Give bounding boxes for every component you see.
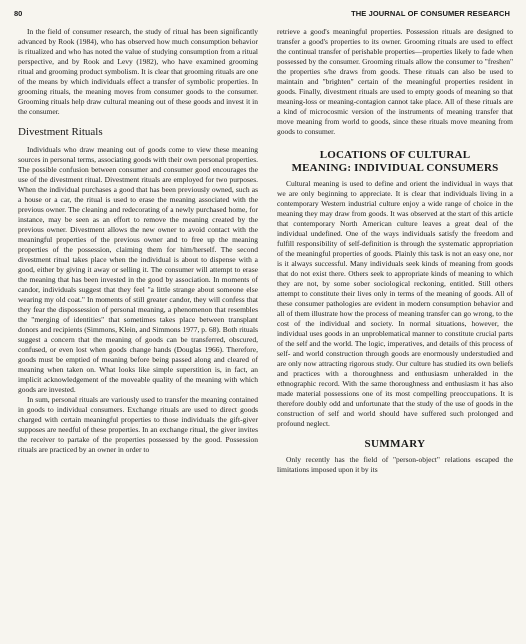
paragraph-grooming-rituals: In the field of consumer research, the study of ritual has been significantly advanced by Rook (1984), who has observed how much consumption behavior is ritualized and who has noted the value of studying consumption from a ritual perspective, and by Rook and Levy (1982), who have examined grooming ritual and grooming product symbolism. It is clear that grooming rituals are one of the means by which individuals effect a transfer of symbolic properties. In grooming rituals, the meaning moves from consumer goods to the consumer. Grooming rituals help draw cultural meaning out of these goods and invest it in the consumer. bbox=[18, 27, 258, 116]
journal-title: THE JOURNAL OF CONSUMER RESEARCH bbox=[351, 9, 510, 18]
running-head bbox=[14, 9, 512, 21]
heading-locations-of-cultural-meaning bbox=[277, 149, 513, 175]
paragraph-in-sum: In sum, personal rituals are variously used to transfer the meaning contained in goods to individual consumers. Exchange rituals are used to direct goods charged with certain meaningful properties to those individuals the gift-giver supposes are needful of these properties. In an exchange ritual, the giver invites the receiver to partake of the properties possessed by the good. Possession rituals are practiced by an owner in order to bbox=[18, 395, 258, 454]
heading-divestment-rituals: Divestment Rituals bbox=[18, 126, 103, 138]
left-column bbox=[18, 27, 258, 455]
heading-line-2: MEANING: INDIVIDUAL CONSUMERS bbox=[291, 162, 499, 174]
paragraph-possession-continued: retrieve a good's meaningful properties. Possession rituals are designed to transfer a good's properties to its owner. Grooming rituals are used to effect the continual transfer of perishable properties—properties likely to fade when possessed by the consumer. Grooming rituals allow the consumer to "freshen" the properties s/he draws from goods. These rituals can also be used to maintain and "brighten" certain of the meaningful properties resident in goods. Finally, divestment rituals are used to empty goods of meaning so that meaning-loss or meaning-contagion cannot take place. All of these rituals are a kind of microcosmic version of the instruments of meaning transfer that move meaning from world to goods, since these rituals move meaning from goods to consumer. bbox=[277, 27, 513, 136]
paragraph-divestment-rituals: Individuals who draw meaning out of goods come to view these meaning sources in personal terms, associating goods with their own personal properties. The possible confusion between consumer and consumer good encourages the use of the divestment ritual. Divestment rituals are employed for two purposes. When the individual purchases a good that has been previously owned, such as a house or a car, the ritual is used to erase the meaning associated with the previous owner. The cleaning and redecorating of a newly purchased home, for instance, may be seen as an effort to remove the meaning created by the previous owner. Divestment allows the new owner to avoid contact with the meaningful properties of the previous owner and to free up the meaning properties of the possession, claiming them for him/herself. The second divestment ritual takes place when the individual is about to dispense with a good, either by giving it away or selling it. The consumer will attempt to erase the meaning that has been invested in the good by association. In moments of candor, individuals suggest that they feel "a little strange about someone else wearing my old coat." In moments of still greater candor, they will confess that they fear the dispossession of personal meaning, a phenomenon that resembles the "merging of identities" that sometimes takes place between transplant donors and recipients (Simmons, Klein, and Simmons 1977, p. 68). Both rituals suggest a concern that the meaning of goods can be transferred, obscured, confused, or even lost when goods change hands (Douglas 1966). Therefore, goods must be emptied of meaning before being passed along and cleared of meaning when taken on. What looks like simple superstition is, in fact, an implicit acknowledgement of the moveable quality of the meaning with which goods are invested. bbox=[18, 145, 258, 394]
paragraph-cultural-meaning: Cultural meaning is used to define and orient the individual in ways that we are only beginning to appreciate. It is clear that individuals living in a contemporary Western industrial culture enjoy a wide range of choice in the meaning they may draw from goods. It was observed at the start of this article that contemporary North American culture leaves a great deal of the individual undefined. One of the ways individuals satisfy the freedom and fulfill responsibility of self-definition is through the systematic appropriation of the meaningful properties of goods. Plainly this task is not an easy one, nor is it always successful. Many individuals seek kinds of meaning from goods that do not exist there. Others seek to appropriate kinds of meaning to which they are not, by some sober sociological reckoning, entitled. Still others attempt to constitute their lives only in terms of the meaning of goods. All of these consumer pathologies are evident in modern consumption behavior and all of them illustrate how the process of meaning transfer can go wrong, to the cost of the individual and society. In normal situations, however, the individual uses goods in an unproblematical manner to constitute crucial parts of the self and the world. The logic, imperatives, and details of this process of self- and world construction through goods are enormously understudied and are only now attracting rigorous study. Our culture has studied its own beliefs and practices with a thoroughness and enthusiasm unheralded in the ethnographic record. With the same thoroughness and enthusiasm it has also made material possessions one of its most compelling preoccupations. It is therefore doubly odd and unfortunate that the study of the use of goods in the construction of self and world should have suffered such prolonged and profound neglect. bbox=[277, 179, 513, 428]
page-number: 80 bbox=[14, 9, 23, 18]
heading-line-1: LOCATIONS OF CULTURAL bbox=[319, 149, 471, 161]
right-column bbox=[277, 27, 513, 475]
heading-summary: SUMMARY bbox=[364, 438, 426, 450]
paragraph-summary: Only recently has the field of "person-object" relations escaped the limitations imposed upon it by its bbox=[277, 455, 513, 474]
